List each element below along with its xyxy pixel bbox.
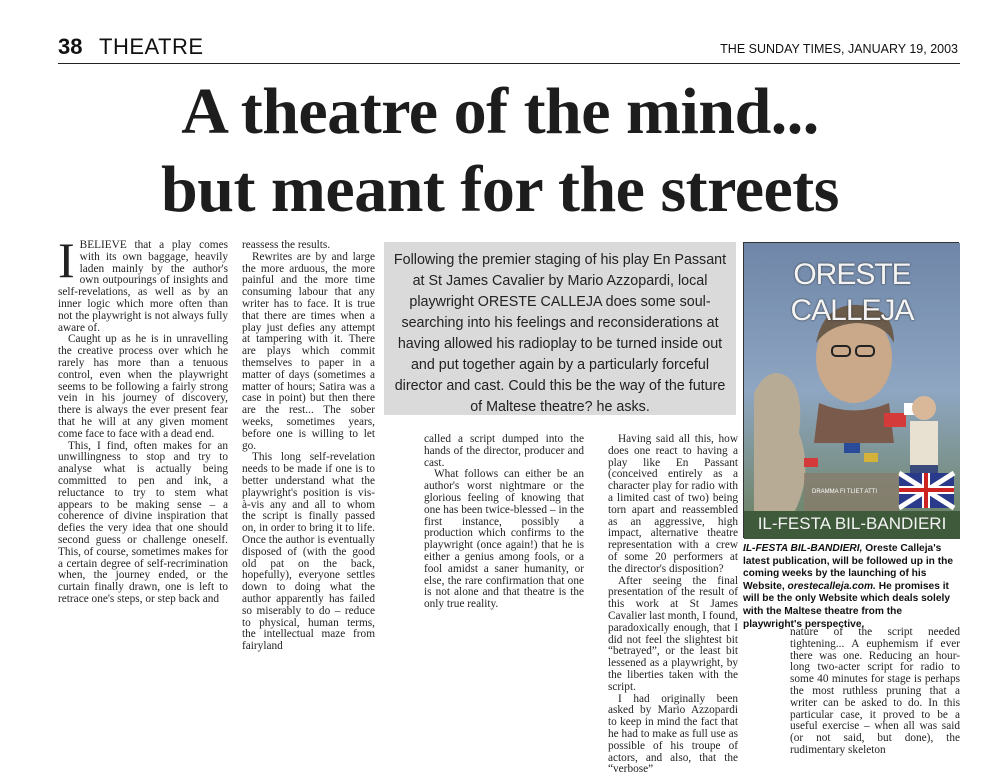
book-cover-photo xyxy=(743,242,959,538)
article-paragraph: This, I find, often makes for an unwillingness to stop and try to analyse what is actually being committed to pen and ink, a reluctance to try to stem what appears to be making sense – a coherence of divine inspiration that defies the very idea that one should second guess or challenge oneself. This, of course, sometimes makes for a certain degree of self-recrimination when, the journey ended, or the curtain finally drawn, one is left to retrace one's steps, or step back and xyxy=(58,439,228,605)
pull-quote: Following the premier staging of his play En Passant at St James Cavalier by Mario Azzopardi, local playwright ORESTE CALLEJA does some soul-searching into his feelings and reconsiderations at having allowed his radioplay to be turned inside out and put together again by a particularly forceful director and cast. Could this be the way of the future of Maltese theatre? he asks. xyxy=(384,242,736,415)
statue-shape xyxy=(754,373,805,513)
article-paragraph: reassess the results. xyxy=(242,239,331,251)
caption-website: orestecalleja.com. xyxy=(787,580,876,592)
poster-small-text: DRAMMA FI TLIET ATTI xyxy=(812,489,878,495)
article-paragraph: I had originally been asked by Mario Azzopardi to keep in mind the fact that he had to make as full use as possible of his troupe of actors, and also, that the “verbose” xyxy=(608,692,738,776)
article-column-3 xyxy=(424,434,584,611)
article-paragraph: IBELIEVE that a play comes with its own baggage, heavily laden mainly by the author's own outpourings of insights and self-revelations, as well as by an inner logic which more often than not the playwright is not always fully aware of. xyxy=(58,232,228,334)
masthead xyxy=(58,34,960,64)
child-figure xyxy=(912,396,936,420)
caption-lead: IL-FESTA BIL-BANDIERI, xyxy=(743,543,863,554)
article-paragraph: nature of the script needed tightening... A euphemism if ever there was one. Reducing an hour-long two-acter script for radio to some 40 minutes for stage is perhaps the most ruthless pruning that a writer can be asked to do. In this particular case, it proved to be a useful exercise – when all was said (or not said, but done), the rudimentary skeleton xyxy=(790,626,960,756)
photo-caption: IL-FESTA BIL-BANDIERI, Oreste Calleja's latest publication, will be followed up in the coming weeks by the launching of his Website, orestecalleja.com. He promises it will be the only Website which deals solely with the Maltese theatre from the playwright's perspective. xyxy=(743,543,953,630)
headline-line-2: but meant for the streets xyxy=(161,153,839,226)
article-column-1 xyxy=(58,232,228,606)
page-number: 38 xyxy=(58,34,83,59)
article-paragraph: Having said all this, how does one react to having a play like En Passant (conceived entirely as a character play for radio with a limited cast of two) being torn apart and reassembled as an aggressive, high impact, alternative theatre representation with a crew of some 20 performers at the director's disposition? xyxy=(608,433,738,575)
poster-title: ORESTE CALLEJA xyxy=(790,258,914,327)
poster-subtitle: IL-FESTA BIL-BANDIERI xyxy=(757,514,947,533)
flag-shape xyxy=(884,413,906,427)
article-column-5 xyxy=(790,627,960,757)
section-label: THEATRE xyxy=(99,34,204,59)
article-column-2 xyxy=(242,240,375,653)
article-paragraph: What follows can either be an author's worst nightmare or the glorious feeling of knowing that one has been twice-blessed – in the first instance, possibly a production which confirms to the playwright (once again!) that he is either a genius among fools, or a fool amidst a saner humanity, or else, the rare confirmation that one is not alone and that theatre is the only true reality. xyxy=(424,468,584,611)
dateline: THE SUNDAY TIMES, JANUARY 19, 2003 xyxy=(720,42,958,56)
article-paragraph: This long self-revelation needs to be made if one is to better understand what the playwright's position is vis-à-vis any and all to whom the script is finally passed on, in order to bring it to life. Once the author is eventually disposed of (with the good old pat on the back, hopefully), everyone settles down to doing what the author apparently has failed so miserably to do – reduce to physical, human terms, the intellectual maze from fairyland xyxy=(242,451,375,653)
article-paragraph: Caught up as he is in unravelling the creative process over which he rarely has more than a tenuous control, even when the playwright seems to be following a fairly strong vein in his journey of discovery, there is always the ever present fear that he will at any given moment come face to face with a dead end. xyxy=(58,333,228,440)
article-column-4 xyxy=(608,434,738,776)
drop-cap: I xyxy=(58,232,75,288)
headline-line-1: A theatre of the mind... xyxy=(181,75,819,148)
article-paragraph: Rewrites are by and large the more arduous, the more painful and the more time consuming labour that any writer has to face. It is true that there are times when a play just defies any attempt at tampering with it. There are plays which commit themselves to paper in a matter of days (sometimes a matter of hours; Satira was a case in point) but then there are the rest... The sober weeks, sometimes years, before one is willing to let go. xyxy=(242,250,375,452)
article-paragraph: called a script dumped into the hands of the director, producer and cast. xyxy=(424,433,584,469)
article-paragraph: After seeing the final presentation of the result of this work at St James Cavalier last month, I found, paradoxically enough, that I did not feel the slightest bit “betrayed”, or the least bit lessened as a playwright, by the liberties taken with the script. xyxy=(608,574,738,693)
